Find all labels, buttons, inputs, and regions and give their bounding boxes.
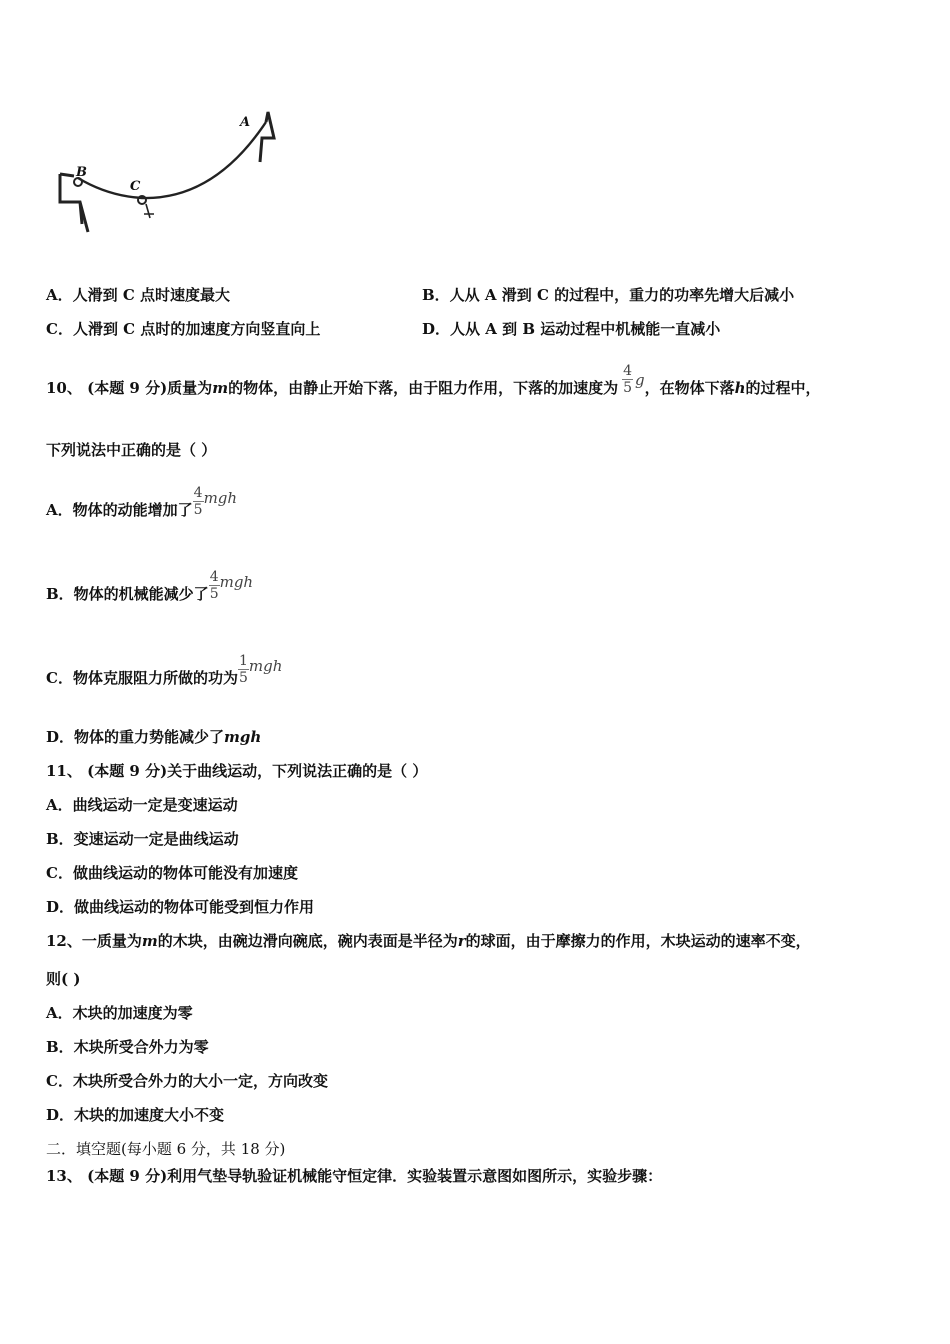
- q10-option-b-mgh: mgh: [219, 573, 254, 591]
- q10-option-a-mgh: mgh: [203, 489, 238, 507]
- q9-option-d: D．人从 A 到 B 运动过程中机械能一直减小: [422, 320, 721, 338]
- q11-stem: 11、 (本题 9 分)关于曲线运动，下列说法正确的是（ ）: [46, 762, 428, 780]
- q10-option-c: C．物体克服阻力所做的功为 $\frac{1}{5}$ mgh: [46, 652, 283, 687]
- q10-option-d: D．物体的重力势能减少了mgh: [46, 728, 262, 746]
- q10-option-c-mgh: mgh: [248, 657, 283, 675]
- q10-stem-text: ，在物体下落: [644, 379, 735, 397]
- q12-option-a: A．木块的加速度为零: [46, 1004, 193, 1022]
- q9-option-row-1: [46, 285, 795, 305]
- q10-option-a: A．物体的动能增加了 $\frac{4}{5}$ mgh: [46, 484, 238, 519]
- q11-option-d: D．做曲线运动的物体可能受到恒力作用: [46, 898, 315, 916]
- q12-stem-text: 12、一质量为: [46, 932, 142, 950]
- q9-option-a: A．人滑到 C 点时速度最大: [46, 286, 231, 304]
- q13-stem: 13、 (本题 9 分)利用气垫导轨验证机械能守恒定律．实验装置示意图如图所示，实验步骤：: [46, 1167, 663, 1185]
- q12-stem: [46, 931, 811, 951]
- label-c: C: [130, 179, 141, 194]
- label-a: A: [240, 115, 251, 130]
- q10-stem-text: 的物体，由静止开始下落，由于阻力作用，下落的加速度为: [228, 379, 619, 397]
- q12-stem-text: 的木块，由碗边滑向碗底，碗内表面是半径为: [157, 932, 458, 950]
- q10-option-d-mgh: mgh: [224, 728, 262, 746]
- q10-stem: [46, 362, 821, 398]
- q11-option-c: C．做曲线运动的物体可能没有加速度: [46, 864, 298, 882]
- section-2-title: 二．填空题(每小题 6 分，共 18 分): [46, 1140, 286, 1158]
- q10-option-c-fraction: $\frac{1}{5}$: [238, 652, 248, 686]
- q12-option-d: D．木块的加速度大小不变: [46, 1106, 225, 1124]
- q9-option-row-2: [46, 319, 721, 339]
- q12-stem-text: 的球面，由于摩擦力的作用，木块运动的速率不变，: [465, 932, 811, 950]
- q11-option-a: A．曲线运动一定是变速运动: [46, 796, 238, 814]
- q11-option-b: B．变速运动一定是曲线运动: [46, 830, 239, 848]
- q10-fraction: $\frac{4}{5}$: [623, 362, 632, 396]
- q10-var-h: h: [734, 379, 746, 397]
- right-support: [260, 112, 274, 162]
- q12-var-r: r: [457, 932, 466, 950]
- q10-option-b: B．物体的机械能减少了 $\frac{4}{5}$ mgh: [46, 568, 254, 603]
- label-b: B: [76, 165, 87, 180]
- q10-var-g: g: [635, 371, 645, 389]
- q9-option-c: C．人滑到 C 点时的加速度方向竖直向上: [46, 320, 321, 338]
- q12-option-b: B．木块所受合外力为零: [46, 1038, 209, 1056]
- q12-var-m: m: [141, 932, 158, 950]
- point-c-mark: [144, 204, 154, 218]
- q10-option-b-fraction: $\frac{4}{5}$: [209, 568, 219, 602]
- q10-stem-text: 的过程中，: [745, 379, 821, 397]
- q10-var-m: m: [212, 379, 229, 397]
- q10-stem-line2: 下列说法中正确的是（ ）: [46, 441, 217, 459]
- q10-option-a-fraction: $\frac{4}{5}$: [193, 484, 203, 518]
- track-figure: [44, 104, 284, 244]
- q10-stem-text: 10、 (本题 9 分)质量为: [46, 379, 213, 397]
- track-curve: [78, 122, 266, 198]
- q12-option-c: C．木块所受合外力的大小一定，方向改变: [46, 1072, 328, 1090]
- q12-stem-line2: 则( ): [46, 970, 81, 988]
- q9-option-b: B．人从 A 滑到 C 的过程中，重力的功率先增大后减小: [422, 286, 795, 304]
